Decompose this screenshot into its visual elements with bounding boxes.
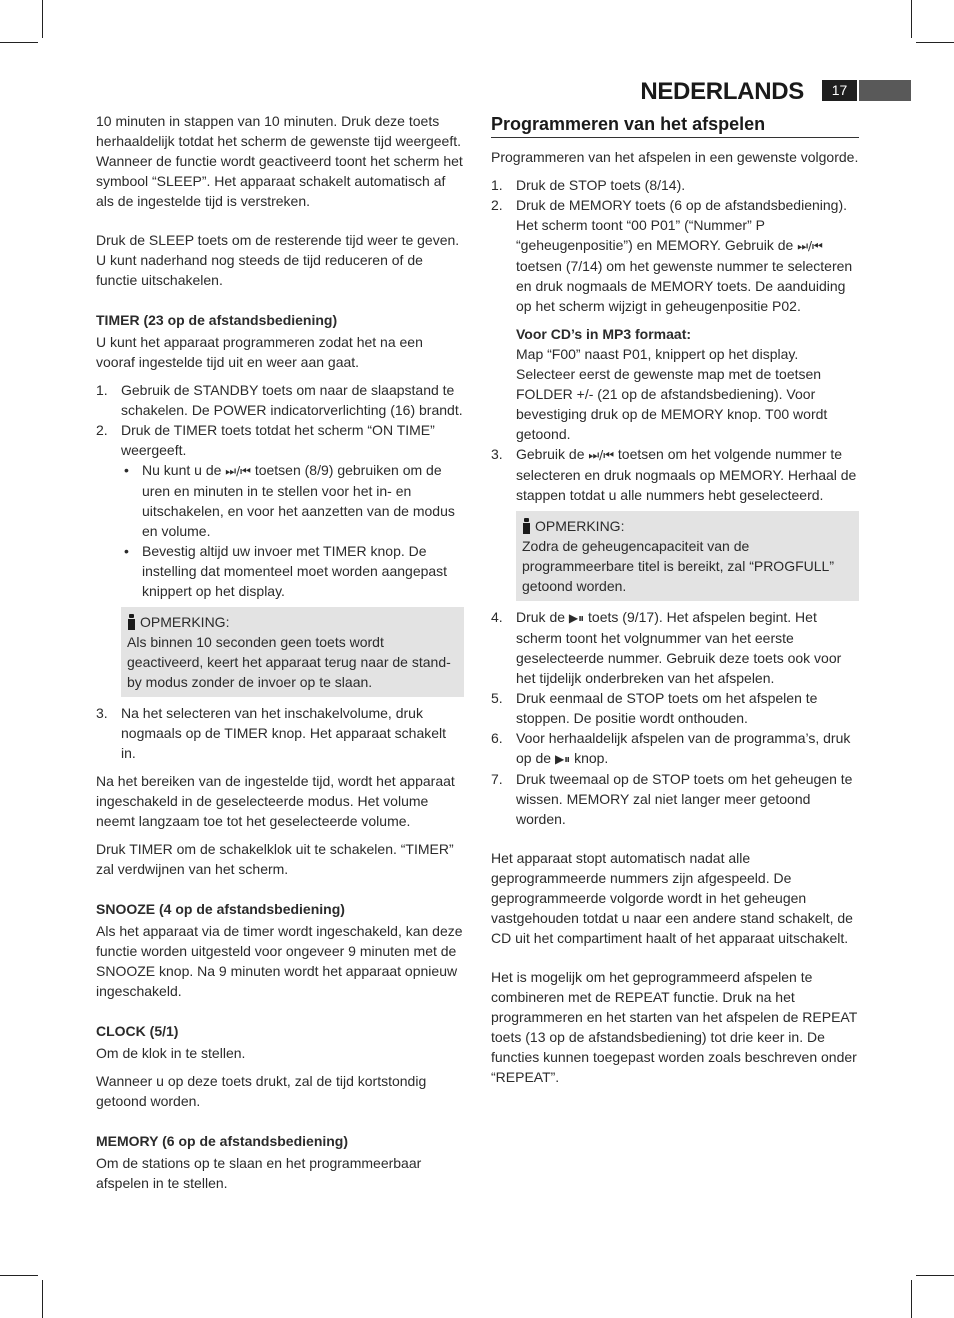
play-pause-icon: ▶⏸ bbox=[554, 752, 571, 766]
info-icon bbox=[522, 518, 531, 534]
timer-steps bbox=[96, 380, 464, 601]
paragraph: Wanneer u op deze toets drukt, zal de tijd kortstondig getoond worden. bbox=[96, 1073, 427, 1109]
paragraph: Om de stations op te slaan en het programmeerbaar afspelen in te stellen. bbox=[96, 1155, 422, 1191]
paragraph: Om de klok in te stellen. bbox=[96, 1045, 246, 1061]
paragraph: Als het apparaat via de timer wordt ingeschakeld, kan deze functie worden uitgesteld voor ongeveer 9 minuten met de SNOOZE knop. Na 9 minuten wordt het apparaat opnieuw ingeschakeld. bbox=[96, 923, 463, 999]
paragraph: Map “F00” naast P01, knippert op het display. Selecteer eerst de gewenste map met de toetsen FOLDER +/- (21 op de afstandsbediening). Voor bevestiging druk op de MEMORY knop. T00 wordt getoond. bbox=[516, 346, 828, 442]
list-item: 5. Druk eenmaal de STOP toets om het afspelen te stoppen. De positie wordt onthouden. bbox=[491, 690, 818, 726]
list-item: 3. Na het selecteren van het inschakelvolume, druk nogmaals op de TIMER knop. Het apparaat schakelt in. bbox=[96, 705, 447, 761]
crop-mark bbox=[911, 1280, 912, 1318]
skip-buttons-icon: ⏭/⏮ bbox=[225, 464, 251, 478]
crop-mark bbox=[916, 42, 954, 43]
mp3-heading: Voor CD’s in MP3 formaat: bbox=[516, 326, 692, 342]
list-item: 6. Voor herhaaldelijk afspelen van de programma’s, druk op de ▶⏸ knop. bbox=[491, 730, 851, 766]
list-item: 1. Druk de STOP toets (8/14). bbox=[491, 177, 686, 193]
section-title-programming: Programmeren van het afspelen bbox=[491, 112, 859, 138]
note-box bbox=[121, 607, 464, 697]
section-heading-clock: CLOCK (5/1) bbox=[96, 1023, 179, 1039]
paragraph: U kunt het apparaat programmeren zodat het na een vooraf ingestelde tijd uit en weer aan gaat. bbox=[96, 334, 423, 370]
list-item: • Bevestig altijd uw invoer met TIMER knop. De instelling dat momenteel moet worden aangepast knippert op het display. bbox=[124, 543, 448, 599]
programming-steps bbox=[491, 175, 859, 505]
note-label: OPMERKING: bbox=[140, 614, 230, 630]
note-text: Als binnen 10 seconden geen toets wordt geactiveerd, keert het apparaat terug naar de stand-by modus zonder de invoer op te slaan. bbox=[127, 634, 451, 690]
list-item: 4. Druk de ▶⏸ toets (9/17). Het afspelen begint. Het scherm toont het volgnummer van het eerste geselecteerde nummer. Gebruik deze toets ook voor het tijdelijk onderbreken van het afspelen. bbox=[491, 609, 842, 686]
note-box bbox=[516, 511, 859, 601]
list-item: 2. Druk de MEMORY toets (6 op de afstandsbediening). Het scherm toont “00 P01” (“Nummer” P “geheugenpositie”) en MEMORY. Gebruik de ⏭/⏮ toetsen (7/14) om het gewenste nummer te selecteren en druk nogmaals de MEMORY toets. De aanduiding op het scherm wijzigt in geheugenpositie P02. Voor CD’s in MP3 formaat: Map “F00” naast P01, knippert op het display. Selecteer eerst de gewenste map met de toetsen FOLDER +/- (21 op de afstandsbediening). Voor bevestiging druk op de MEMORY knop. T00 wordt getoond. bbox=[491, 195, 859, 444]
left-column bbox=[96, 111, 464, 1193]
note-label: OPMERKING: bbox=[535, 518, 625, 534]
paragraph: Druk de SLEEP toets om de resterende tijd weer te geven. U kunt naderhand nog steeds de tijd reduceren of de functie uitschakelen. bbox=[96, 232, 460, 288]
list-item: 2. Druk de TIMER toets totdat het scherm “ON TIME” weergeeft. • Nu kunt u de ⏭/⏮ toetsen (8/9) gebruiken om de uren en minuten in te stellen voor het in- en uitschakelen, en voor het aanzetten van de modus en volume. • Bevestig altijd uw invoer met TIMER knop. De instelling dat momenteel moet worden aangepast knippert op het display. bbox=[96, 420, 464, 601]
list-item: 7. Druk tweemaal op de STOP toets om het geheugen te wissen. MEMORY zal niet langer meer getoond worden. bbox=[491, 771, 853, 827]
programming-steps-cont bbox=[491, 607, 859, 829]
page-language-heading: NEDERLANDS bbox=[640, 78, 804, 105]
timer-bullets bbox=[121, 460, 464, 601]
paragraph: Het apparaat stopt automatisch nadat alle geprogrammeerde nummers zijn afgespeeld. De geprogrammeerde volgorde wordt in het geheugen vastgehouden totdat u naar een andere stand schakelt, de CD uit het compartiment haalt of het apparaat uitschakelt. bbox=[491, 850, 853, 946]
section-heading-timer: TIMER (23 op de afstandsbediening) bbox=[96, 312, 338, 328]
crop-mark bbox=[0, 1275, 38, 1276]
paragraph: Na het bereiken van de ingestelde tijd, wordt het apparaat ingeschakeld in de geselecteerde modus. Het volume neemt langzaam toe tot het geselecteerde volume. bbox=[96, 773, 455, 829]
list-item: • Nu kunt u de ⏭/⏮ toetsen (8/9) gebruiken om de uren en minuten in te stellen voor het in- en uitschakelen, en voor het aanzetten van de modus en volume. bbox=[124, 462, 455, 539]
paragraph: Programmeren van het afspelen in een gewenste volgorde. bbox=[491, 149, 859, 165]
page-header-bar bbox=[859, 80, 911, 101]
skip-buttons-icon: ⏭/⏮ bbox=[588, 448, 615, 462]
list-item: 1. Gebruik de STANDBY toets om naar de slaapstand te schakelen. De POWER indicatorverlichting (16) brandt. bbox=[96, 382, 463, 418]
crop-mark bbox=[911, 0, 912, 38]
page-number: 17 bbox=[822, 80, 857, 101]
crop-mark bbox=[916, 1275, 954, 1276]
paragraph: Het is mogelijk om het geprogrammeerd afspelen te combineren met de REPEAT functie. Druk na het programmeren en het starten van het afspelen de REPEAT toets (13 op de afstandsbediening) tot drie keer in. De functies kunnen toegepast worden zoals beschreven onder “REPEAT”. bbox=[491, 969, 858, 1085]
note-text: Zodra de geheugencapaciteit van de programmeerbare titel is bereikt, zal “PROGFULL” getoond worden. bbox=[522, 538, 834, 594]
crop-mark bbox=[0, 42, 38, 43]
right-column bbox=[491, 111, 859, 1087]
paragraph: 10 minuten in stappen van 10 minuten. Druk deze toets herhaaldelijk totdat het scherm de gewenste tijd weergeeft. Wanneer de functie wordt geactiveerd toont het scherm het symbool “SLEEP”. Het apparaat schakelt automatisch af als de ingestelde tijd is verstreken. bbox=[96, 113, 463, 209]
paragraph: Druk TIMER om de schakelklok uit te schakelen. “TIMER” zal verdwijnen van het scherm. bbox=[96, 841, 454, 877]
play-pause-icon: ▶⏸ bbox=[568, 611, 585, 625]
crop-mark bbox=[42, 0, 43, 38]
section-heading-memory: MEMORY (6 op de afstandsbediening) bbox=[96, 1133, 349, 1149]
list-item: 3. Gebruik de ⏭/⏮ toetsen om het volgende nummer te selecteren en druk nogmaals op MEMORY. Herhaal de stappen totdat u alle nummers hebt geselecteerd. bbox=[491, 446, 857, 503]
section-heading-snooze: SNOOZE (4 op de afstandsbediening) bbox=[96, 901, 345, 917]
skip-buttons-icon: ⏭/⏮ bbox=[797, 239, 823, 253]
info-icon bbox=[127, 614, 136, 630]
crop-mark bbox=[42, 1280, 43, 1318]
timer-steps-cont bbox=[96, 703, 464, 763]
